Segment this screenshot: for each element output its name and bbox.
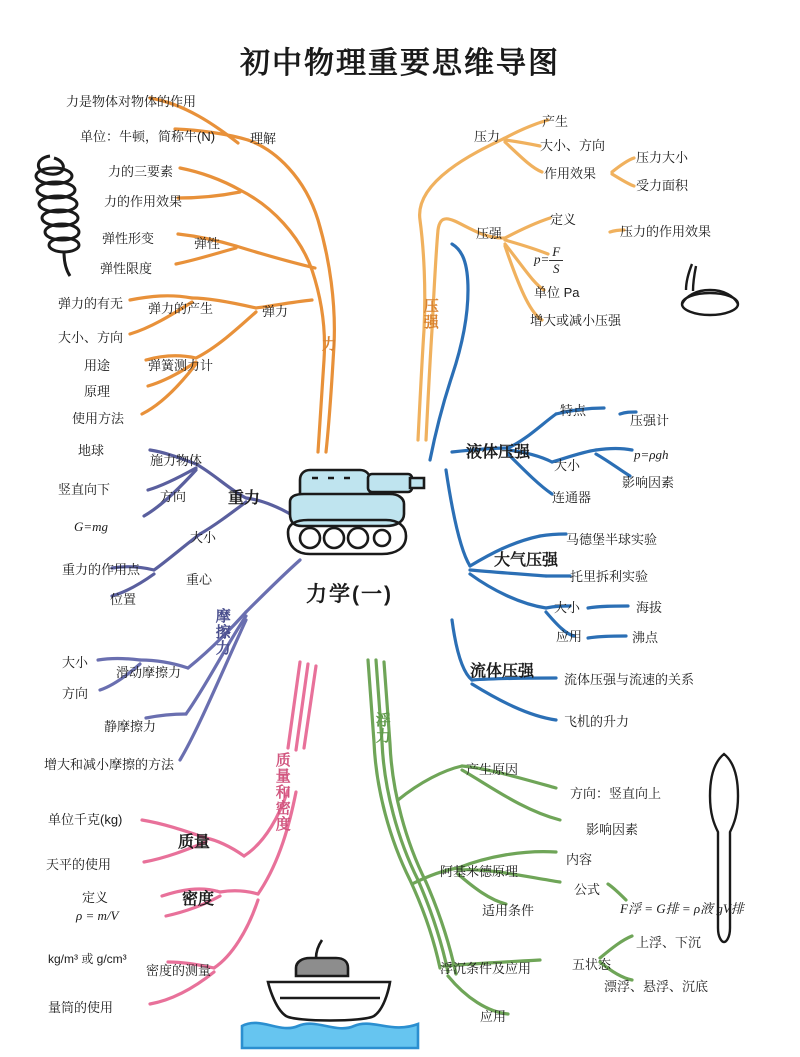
- node-balance-usage: 天平的使用: [46, 857, 112, 872]
- node-pressure-unit: 单位 Pa: [534, 285, 580, 300]
- node-gravity-action-point: 重力的作用点: [62, 562, 141, 577]
- node-airplane-lift: 飞机的升力: [564, 714, 630, 729]
- node-atmos-application: 应用: [556, 629, 583, 644]
- node-gravity-vertical-down: 竖直向下: [58, 482, 111, 497]
- node-pressure-effect: 作用效果: [544, 166, 597, 181]
- node-force-definition: 力是物体对物体的作用: [66, 94, 197, 109]
- node-static-friction: 静摩擦力: [104, 719, 157, 734]
- node-mass: 质量: [178, 834, 211, 851]
- node-magdeburg-experiment: 马德堡半球实验: [566, 532, 658, 547]
- node-pressure-change: 增大或减小压强: [530, 313, 622, 328]
- node-rise-sink: 上浮、下沉: [636, 935, 702, 950]
- node-density-formula: ρ = m/V: [76, 908, 119, 923]
- node-pressure-force: 压力: [474, 129, 501, 144]
- node-atmos-magnitude: 大小: [554, 600, 581, 615]
- node-torricelli-experiment: 托里拆利实验: [570, 569, 649, 584]
- node-pressure-gauge: 压强计: [630, 413, 670, 428]
- node-float-sink-conditions: 浮沉条件及应用: [440, 961, 532, 976]
- node-fluid-relation: 流体压强与流速的关系: [564, 672, 695, 687]
- node-pressure-mag-dir: 大小、方向: [540, 138, 606, 153]
- node-atmospheric-pressure: [494, 552, 558, 570]
- node-elastic-presence: 弹力的有无: [58, 296, 124, 311]
- node-force-three-elements: 力的三要素: [108, 164, 174, 179]
- node-elastic-force: 弹力: [262, 304, 289, 319]
- node-pressure-label: 压强: [476, 226, 503, 241]
- trunk-label-buoyancy: 浮力: [373, 712, 391, 744]
- node-elastic-generation: 弹力的产生: [148, 301, 214, 316]
- node-liquid-characteristics: 特点: [560, 403, 587, 418]
- node-boiling-point: 沸点: [632, 630, 659, 645]
- node-force-understand: 理解: [250, 131, 277, 146]
- node-elastic-limit: 弹性限度: [100, 261, 153, 276]
- node-gravity-earth: 地球: [78, 443, 105, 458]
- node-archimedes-formula: F浮 = G排 = ρ液 gV排: [620, 901, 744, 916]
- node-archimedes-condition: 适用条件: [482, 903, 535, 918]
- node-liquid-factors: 影响因素: [622, 475, 675, 490]
- node-fluid-pressure: [470, 663, 534, 681]
- node-magnitude-direction: 大小、方向: [58, 330, 124, 345]
- node-buoyancy-factors: 影响因素: [586, 822, 639, 837]
- node-gravity: 重力: [228, 490, 261, 507]
- trunk-label-pressure: 压强: [421, 298, 439, 330]
- node-liquid-magnitude: 大小: [554, 458, 581, 473]
- node-spring-usage: 使用方法: [72, 411, 125, 426]
- node-five-states: 五状态: [572, 957, 612, 972]
- node-elasticity: 弹性: [194, 236, 221, 251]
- node-elastic-deformation: 弹性形变: [102, 231, 155, 246]
- node-friction-direction: 方向: [62, 686, 89, 701]
- node-archimedes-content: 内容: [566, 852, 593, 867]
- node-pressure-definition: 定义: [550, 212, 577, 227]
- node-center-of-gravity: 重心: [186, 572, 213, 587]
- trunk-label-mass-density: 质量和密度: [273, 752, 291, 832]
- node-liquid-pressure-formula: p=ρgh: [634, 447, 669, 462]
- node-density: 密度: [182, 891, 215, 908]
- center-topic: 力学(一): [306, 583, 393, 606]
- node-liquid-pressure: 液体压强: [466, 444, 531, 461]
- node-pressure-force-size: 压力大小: [636, 150, 689, 165]
- node-pressure-force-effect: 压力的作用效果: [620, 224, 712, 239]
- node-gravity-acting-object: 施力物体: [150, 453, 203, 468]
- node-buoyancy-cause: 产生原因: [466, 762, 519, 777]
- node-density-definition: 定义: [82, 890, 109, 905]
- node-pressure-formula: p= $\frac{F}{S}$: [534, 244, 563, 278]
- node-friction-magnitude: 大小: [62, 655, 89, 670]
- trunk-label-friction: 摩擦力: [213, 608, 231, 656]
- node-spring-dynamometer: 弹簧测力计: [148, 358, 214, 373]
- node-archimedes-formula-label: 公式: [574, 882, 601, 897]
- pressure-formula-p: p=: [534, 251, 550, 267]
- atmos-line1: 大气压强: [494, 552, 559, 569]
- branch-force-lines: [130, 98, 334, 452]
- trunk-label-force: 力: [319, 336, 337, 352]
- node-connected-vessel: 连通器: [552, 490, 592, 505]
- node-gravity-magnitude: 大小: [190, 530, 217, 545]
- node-force-effect: 力的作用效果: [104, 194, 183, 209]
- node-spring-principle: 原理: [84, 384, 111, 399]
- node-density-units: kg/m³ 或 g/cm³: [48, 952, 127, 966]
- node-density-measurement: 密度的测量: [146, 963, 212, 978]
- node-buoyancy-direction: 方向：竖直向上: [570, 786, 662, 801]
- node-cylinder-usage: 量筒的使用: [48, 1000, 114, 1015]
- node-float-suspend-sink: 漂浮、悬浮、沉底: [604, 979, 709, 994]
- node-buoyancy-application: 应用: [480, 1009, 507, 1024]
- node-gravity-position: 位置: [110, 592, 137, 607]
- page-title: 初中物理重要思维导图: [240, 47, 560, 80]
- node-archimedes-principle: 阿基米德原理: [440, 864, 519, 879]
- node-gravity-direction: 方向: [160, 489, 187, 504]
- fluid-line1: 流体压强: [470, 663, 535, 680]
- node-mass-unit: 单位千克(kg): [48, 812, 123, 827]
- node-sliding-friction: 滑动摩擦力: [116, 665, 182, 680]
- node-pressure-area: 受力面积: [636, 178, 689, 193]
- node-force-unit: 单位：牛顿，简称牛(N): [80, 129, 216, 144]
- node-altitude: 海拔: [636, 600, 663, 615]
- node-friction-methods: 增大和减小摩擦的方法: [44, 757, 175, 772]
- branch-pressure-lines: [418, 120, 634, 440]
- node-pressure-generation: 产生: [542, 114, 569, 129]
- node-gravity-formula: G=mg: [74, 519, 109, 534]
- node-spring-use: 用途: [84, 358, 111, 373]
